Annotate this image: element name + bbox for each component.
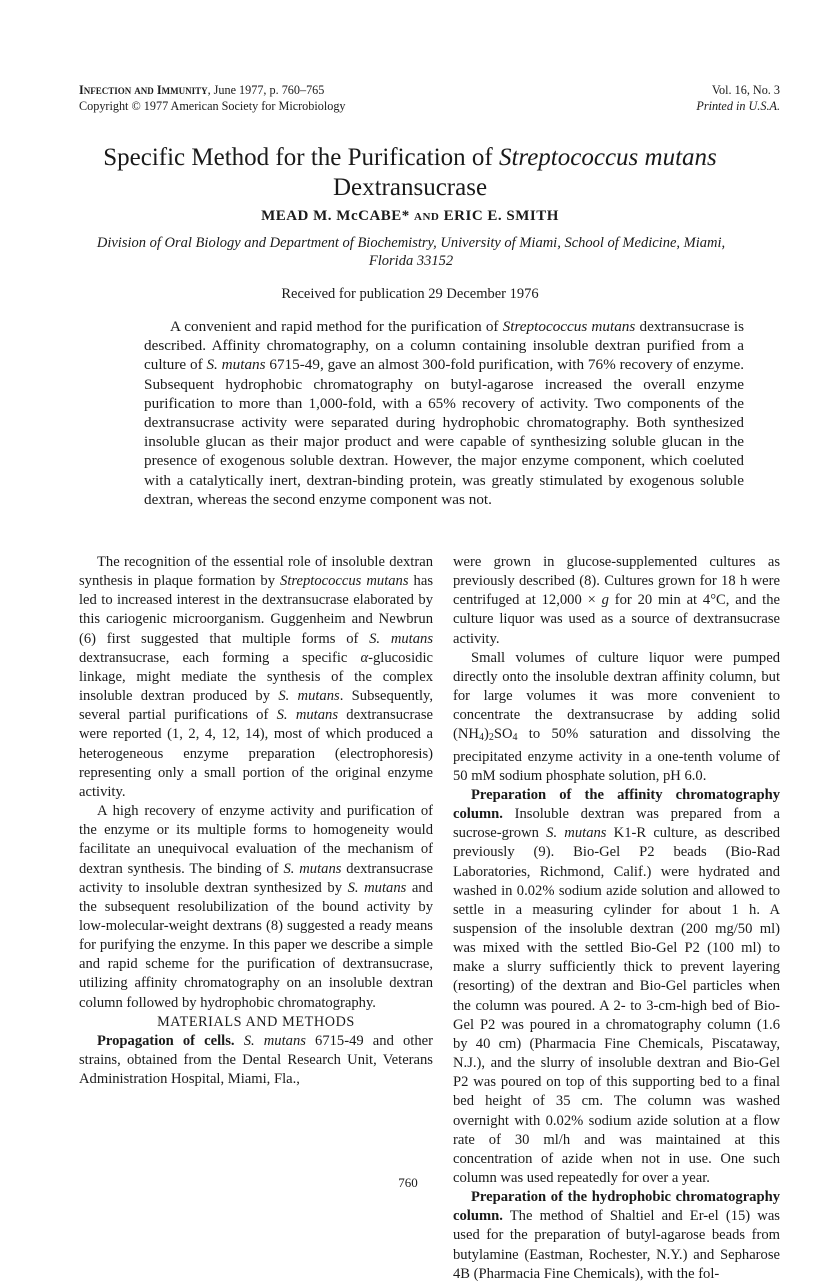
affiliation — [80, 234, 742, 270]
left-column — [79, 553, 433, 1089]
section-heading-materials-methods: MATERIALS AND METHODS — [157, 1013, 355, 1030]
abstract-text-2: dextransucrase is described. Affinity chromatography, on a column containing insoluble dextran purified from a culture of — [144, 318, 744, 374]
journal-header-right — [600, 82, 780, 114]
abstract-text-1: A convenient and rapid method for the purification of — [170, 318, 503, 335]
authors-and: AND — [414, 211, 440, 223]
abstract-species-1: Streptococcus mutans — [502, 318, 636, 335]
affiliation-line2: Florida 33152 — [368, 253, 454, 269]
affiliation-line1: Division of Oral Biology and Department of Biochemistry, University of Miami, School of Medicine, Miami, — [96, 235, 726, 251]
intro-paragraph-2: A high recovery of enzyme activity and purification of the enzyme or its multiple forms to homogeneity would facilitate an unequivocal evaluation of the mechanism of dextran synthesis. The binding of S. mutans dextransucrase activity to insoluble dextran synthesized by S. mutans and the subsequent resolubilization of the bound activity by low-molecular-weight dextrans (8) suggested a ready means for purifying the enzyme. In this paper we describe a simple and rapid scheme for the purification of dextransucrase, utilizing affinity chromatography on an insoluble dextran column followed by hydrophobic chromatography. — [79, 803, 433, 1011]
abstract-text-3: 6715-49, gave an almost 300-fold purification, with 76% recovery of enzyme. Subsequent hydrophobic chromatography on butyl-agarose increased the overall enzyme purification to more than 1,000-fold, with a 65% recovery of activity. Two components of the dextransucrase activity were separated during hydrophobic chromatography. Both synthesized insoluble glucan as their major product and were capable of synthesizing soluble glucan in the presence of exogenous soluble dextran. However, the major enzyme component, which coeluted with a catalytically inert, dextran-binding protein, was greatly stimulated by exogenous soluble dextran, whereas the second enzyme component was not. — [144, 356, 744, 508]
author-2: ERIC E. SMITH — [443, 208, 559, 224]
methods-paragraph-concentration: Small volumes of culture liquor were pumped directly onto the insoluble dextran affinity column, but for large volumes it was more convenient to concentrate the dextransucrase by adding solid $(NH_4)_2SO_4$ to 50% saturation and dissolving the precipitated enzyme activity in a one-tenth volume of 50 mM sodium phosphate solution, pH 6.0. — [453, 649, 780, 784]
methods-paragraph-propagation: Propagation of cells. S. mutans 6715-49 and other strains, obtained from the Dental Research Unit, Veterans Administration Hospital, Miami, Fla., — [79, 1032, 433, 1088]
methods-paragraph-hydrophobic-column: Preparation of the hydrophobic chromatography column. The method of Shaltiel and Er-el (15) was used for the preparation of butyl-agarose beads from butylamine (Eastman, Rochester, N.Y.) and Sepharose 4B (Pharmacia Fine Chemicals), with the fol- — [453, 1189, 780, 1282]
issue-info: , June 1977, p. 760–765 — [207, 83, 325, 97]
received-date: Received for publication 29 December 1976 — [281, 286, 539, 302]
printed-info: Printed in U.S.A. — [696, 99, 780, 113]
title-line2: Dextransucrase — [332, 174, 488, 201]
page-number: 760 — [398, 1175, 418, 1190]
article-title — [60, 143, 760, 203]
author-1: MEAD M. McCABE* — [261, 208, 410, 224]
abstract — [144, 317, 744, 509]
title-species: Streptococcus mutans — [498, 144, 717, 171]
methods-paragraph-growth: were grown in glucose-supplemented cultures as previously described (8). Cultures grown for 18 h were centrifuged at 12,000 × g for 20 min at 4°C, and the culture liquor was used as a source of dextransucrase activity. — [453, 554, 780, 647]
volume-info: Vol. 16, No. 3 — [711, 83, 780, 97]
methods-paragraph-affinity-column: Preparation of the affinity chromatography column. Insoluble dextran was prepared from a sucrose-grown S. mutans K1-R culture, as described previously (9). Bio-Gel P2 beads (Bio-Rad Laboratories, Richmond, Calif.) were hydrated and washed in 0.02% sodium azide solution and allowed to settle in a measuring cylinder for about 1 h. A suspension of the insoluble dextran (200 mg/50 ml) was mixed with the settled Bio-Gel P2 (100 ml) to make a slurry sufficiently thick to prevent layering (resorting) of the dextran and Bio-Gel particles when the column was poured. A 2- to 3-cm-high bed of Bio-Gel P2 was poured in a chromatography column (1.6 by 40 cm) (Pharmacia Fine Chemicals, Piscataway, N.J.), and the slurry of insoluble dextran and Bio-Gel P2 was poured on top of this supporting bed to a final bed height of 35 cm. The column was washed overnight with 0.02% sodium azide solution at a flow rate of 30 ml/h and was maintained at this concentration of azide when not in use. One such column was used repeatedly for over a year. — [453, 786, 780, 1186]
title-line1: Specific Method for the Purification of — [103, 144, 499, 171]
journal-name: Infection and Immunity — [79, 83, 208, 97]
journal-header-left — [79, 82, 346, 114]
intro-paragraph-1: The recognition of the essential role of insoluble dextran synthesis in plaque formation by Streptococcus mutans has led to increased interest in the dextransucrase elaborated by this cariogenic microorganism. Guggenheim and Newbrun (6) first suggested that multiple forms of S. mutans dextransucrase, each forming a specific α-glucosidic linkage, might mediate the synthesis of the complex insoluble dextran produced by S. mutans. Subsequently, several partial purifications of S. mutans dextransucrase were reported (1, 2, 4, 12, 14), most of which produced a heterogeneous enzyme preparation (electrophoresis) representing only a small portion of the original enzyme activity. — [79, 554, 434, 800]
abstract-species-2: S. mutans — [206, 356, 266, 374]
copyright-line: Copyright © 1977 American Society for Microbiology — [79, 99, 346, 113]
authors — [60, 208, 760, 225]
